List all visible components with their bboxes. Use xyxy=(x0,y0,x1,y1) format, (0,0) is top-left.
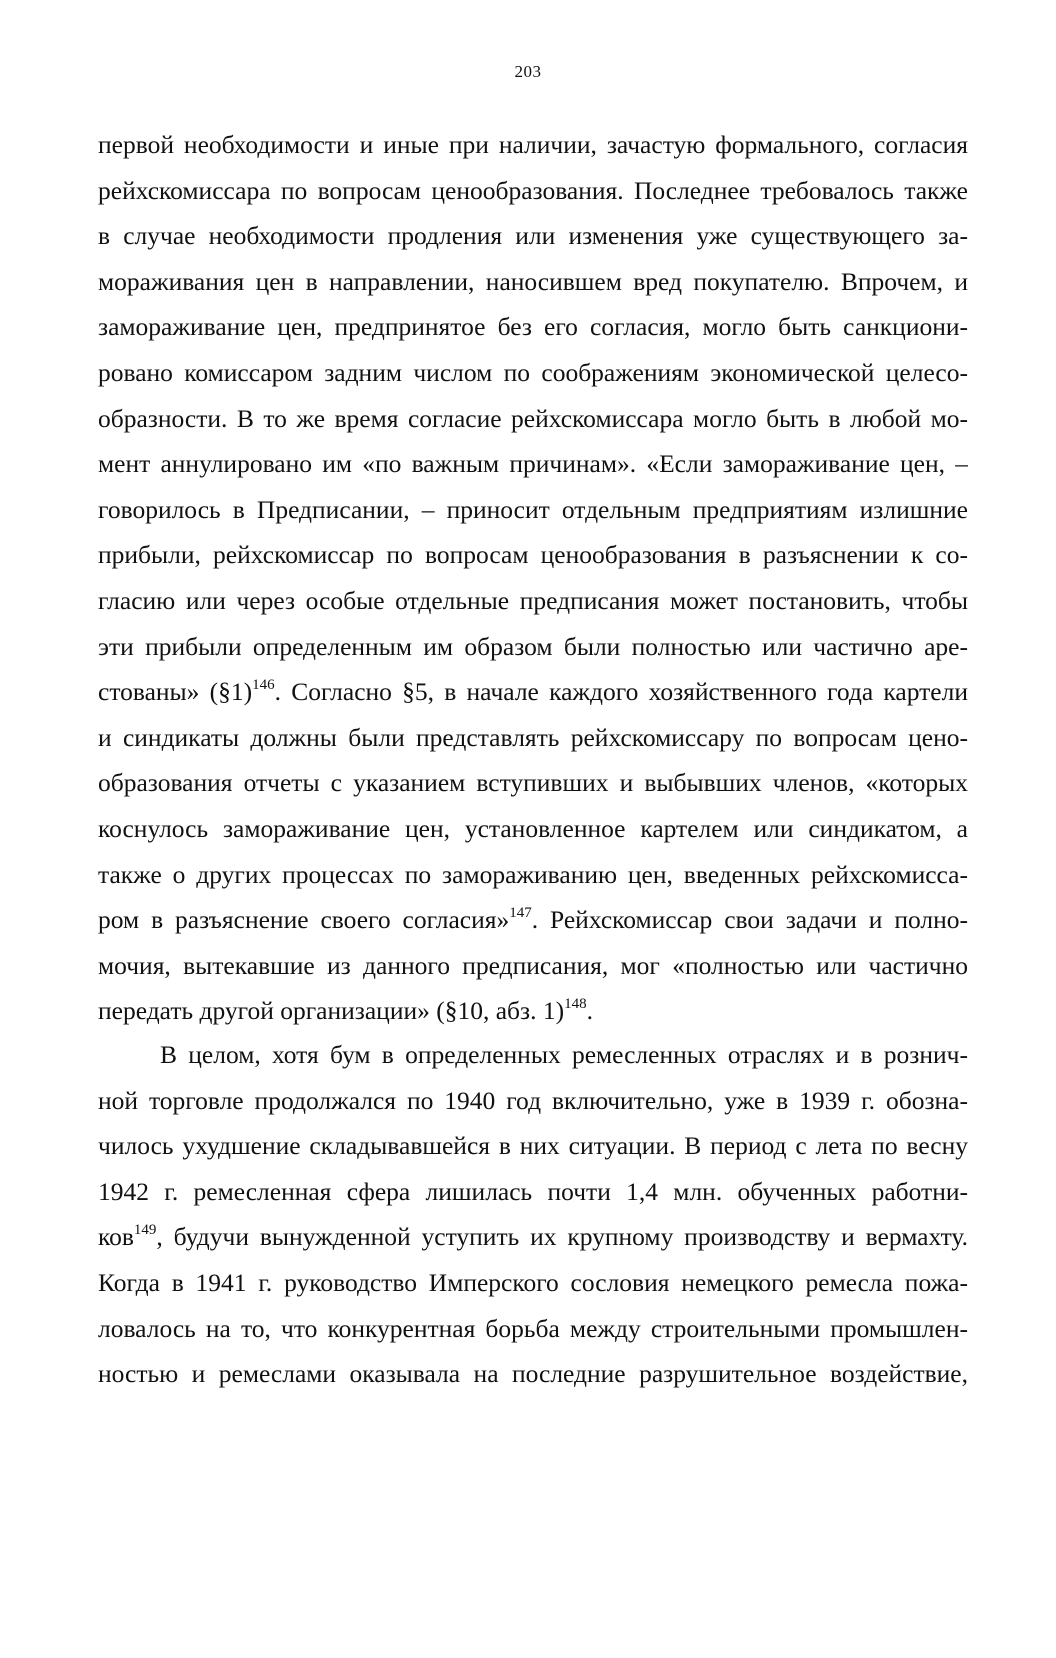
text-segment: . Рейхскомиссар свои задачи и полно- xyxy=(531,905,968,935)
footnote-reference: 147 xyxy=(509,904,532,921)
text-segment: ков xyxy=(98,1222,134,1252)
text-line: Когда в 1941 г. руководство Имперского сословия немецкого ремесла пожа- xyxy=(98,1267,968,1297)
text-segment: , будучи вынужденной уступить их крупному производству и вермахту. xyxy=(156,1222,968,1252)
footnote-reference: 149 xyxy=(133,1221,157,1238)
text-line: ровано комиссаром задним числом по соображениям экономической целесо- xyxy=(98,357,968,387)
paragraph-1 xyxy=(98,122,968,1034)
text-line: образности. В то же время согласие рейхскомиссара могло быть в любой мо- xyxy=(98,403,968,433)
text-line xyxy=(98,988,968,1034)
text-line: эти прибыли определенным им образом были полностью или частично аре- xyxy=(98,631,968,661)
text-line: В целом, хотя бум в определенных ремесленных отраслях и в рознич- xyxy=(160,1040,968,1069)
text-segment: . xyxy=(586,996,593,1026)
text-line: в случае необходимости продления или изменения уже существующего за- xyxy=(98,221,968,251)
text-line xyxy=(98,1214,968,1260)
footnote-reference: 146 xyxy=(252,676,275,693)
text-line xyxy=(98,897,968,943)
text-line: 1942 г. ремесленная сфера лишилась почти 1,4 млн. обученных работни- xyxy=(98,1176,968,1206)
text-line: чилось ухудшение складывавшейся в них ситуации. В период с лета по весну xyxy=(98,1131,968,1161)
text-line xyxy=(98,669,968,715)
footnote-reference: 148 xyxy=(564,995,587,1012)
text-line: коснулось замораживание цен, установленное картелем или синдикатом, а xyxy=(98,813,968,843)
page-number: 203 xyxy=(514,62,542,81)
text-line: прибыли, рейхскомиссар по вопросам ценообразования в разъяснении к со- xyxy=(98,540,968,570)
text-segment: передать другой организации» (§10, абз. 1) xyxy=(98,996,565,1026)
text-line: также о других процессах по замораживанию цен, введенных рейхскомисса- xyxy=(98,859,968,889)
text-segment: . Согласно §5, в начале каждого хозяйственного года картели xyxy=(274,677,968,707)
text-line: ловалось на то, что конкурентная борьба между строительными промышлен- xyxy=(98,1313,968,1343)
text-line: мораживания цен в направлении, наносившем вред покупателю. Впрочем, и xyxy=(98,266,968,296)
text-line: замораживание цен, предпринятое без его согласия, могло быть санкциони- xyxy=(98,312,968,342)
text-line: гласию или через особые отдельные предписания может постановить, чтобы xyxy=(98,585,968,615)
text-line: образования отчеты с указанием вступивших и выбывших членов, «которых xyxy=(98,768,968,798)
text-line: говорилось в Предписании, – приносит отдельным предприятиям излишние xyxy=(98,494,968,524)
text-line: первой необходимости и иные при наличии, зачастую формального, согласия xyxy=(98,130,968,159)
text-line: мент аннулировано им «по важным причинам». «Если замораживание цен, – xyxy=(98,449,968,479)
paragraph-2 xyxy=(98,1032,968,1397)
text-line: ной торговле продолжался по 1940 год включительно, уже в 1939 г. обозна- xyxy=(98,1085,968,1115)
text-line: рейхскомиссара по вопросам ценообразования. Последнее требовалось также xyxy=(98,175,968,205)
text-line: мочия, вытекавшие из данного предписания, мог «полностью или частично xyxy=(98,950,968,980)
text-line: и синдикаты должны были представлять рейхскомиссару по вопросам цено- xyxy=(98,722,968,752)
text-segment: ром в разъяснение своего согласия» xyxy=(98,905,510,935)
text-line: ностью и ремеслами оказывала на последние разрушительное воздействие, xyxy=(98,1359,968,1389)
text-segment: стованы» (§1) xyxy=(98,677,253,707)
